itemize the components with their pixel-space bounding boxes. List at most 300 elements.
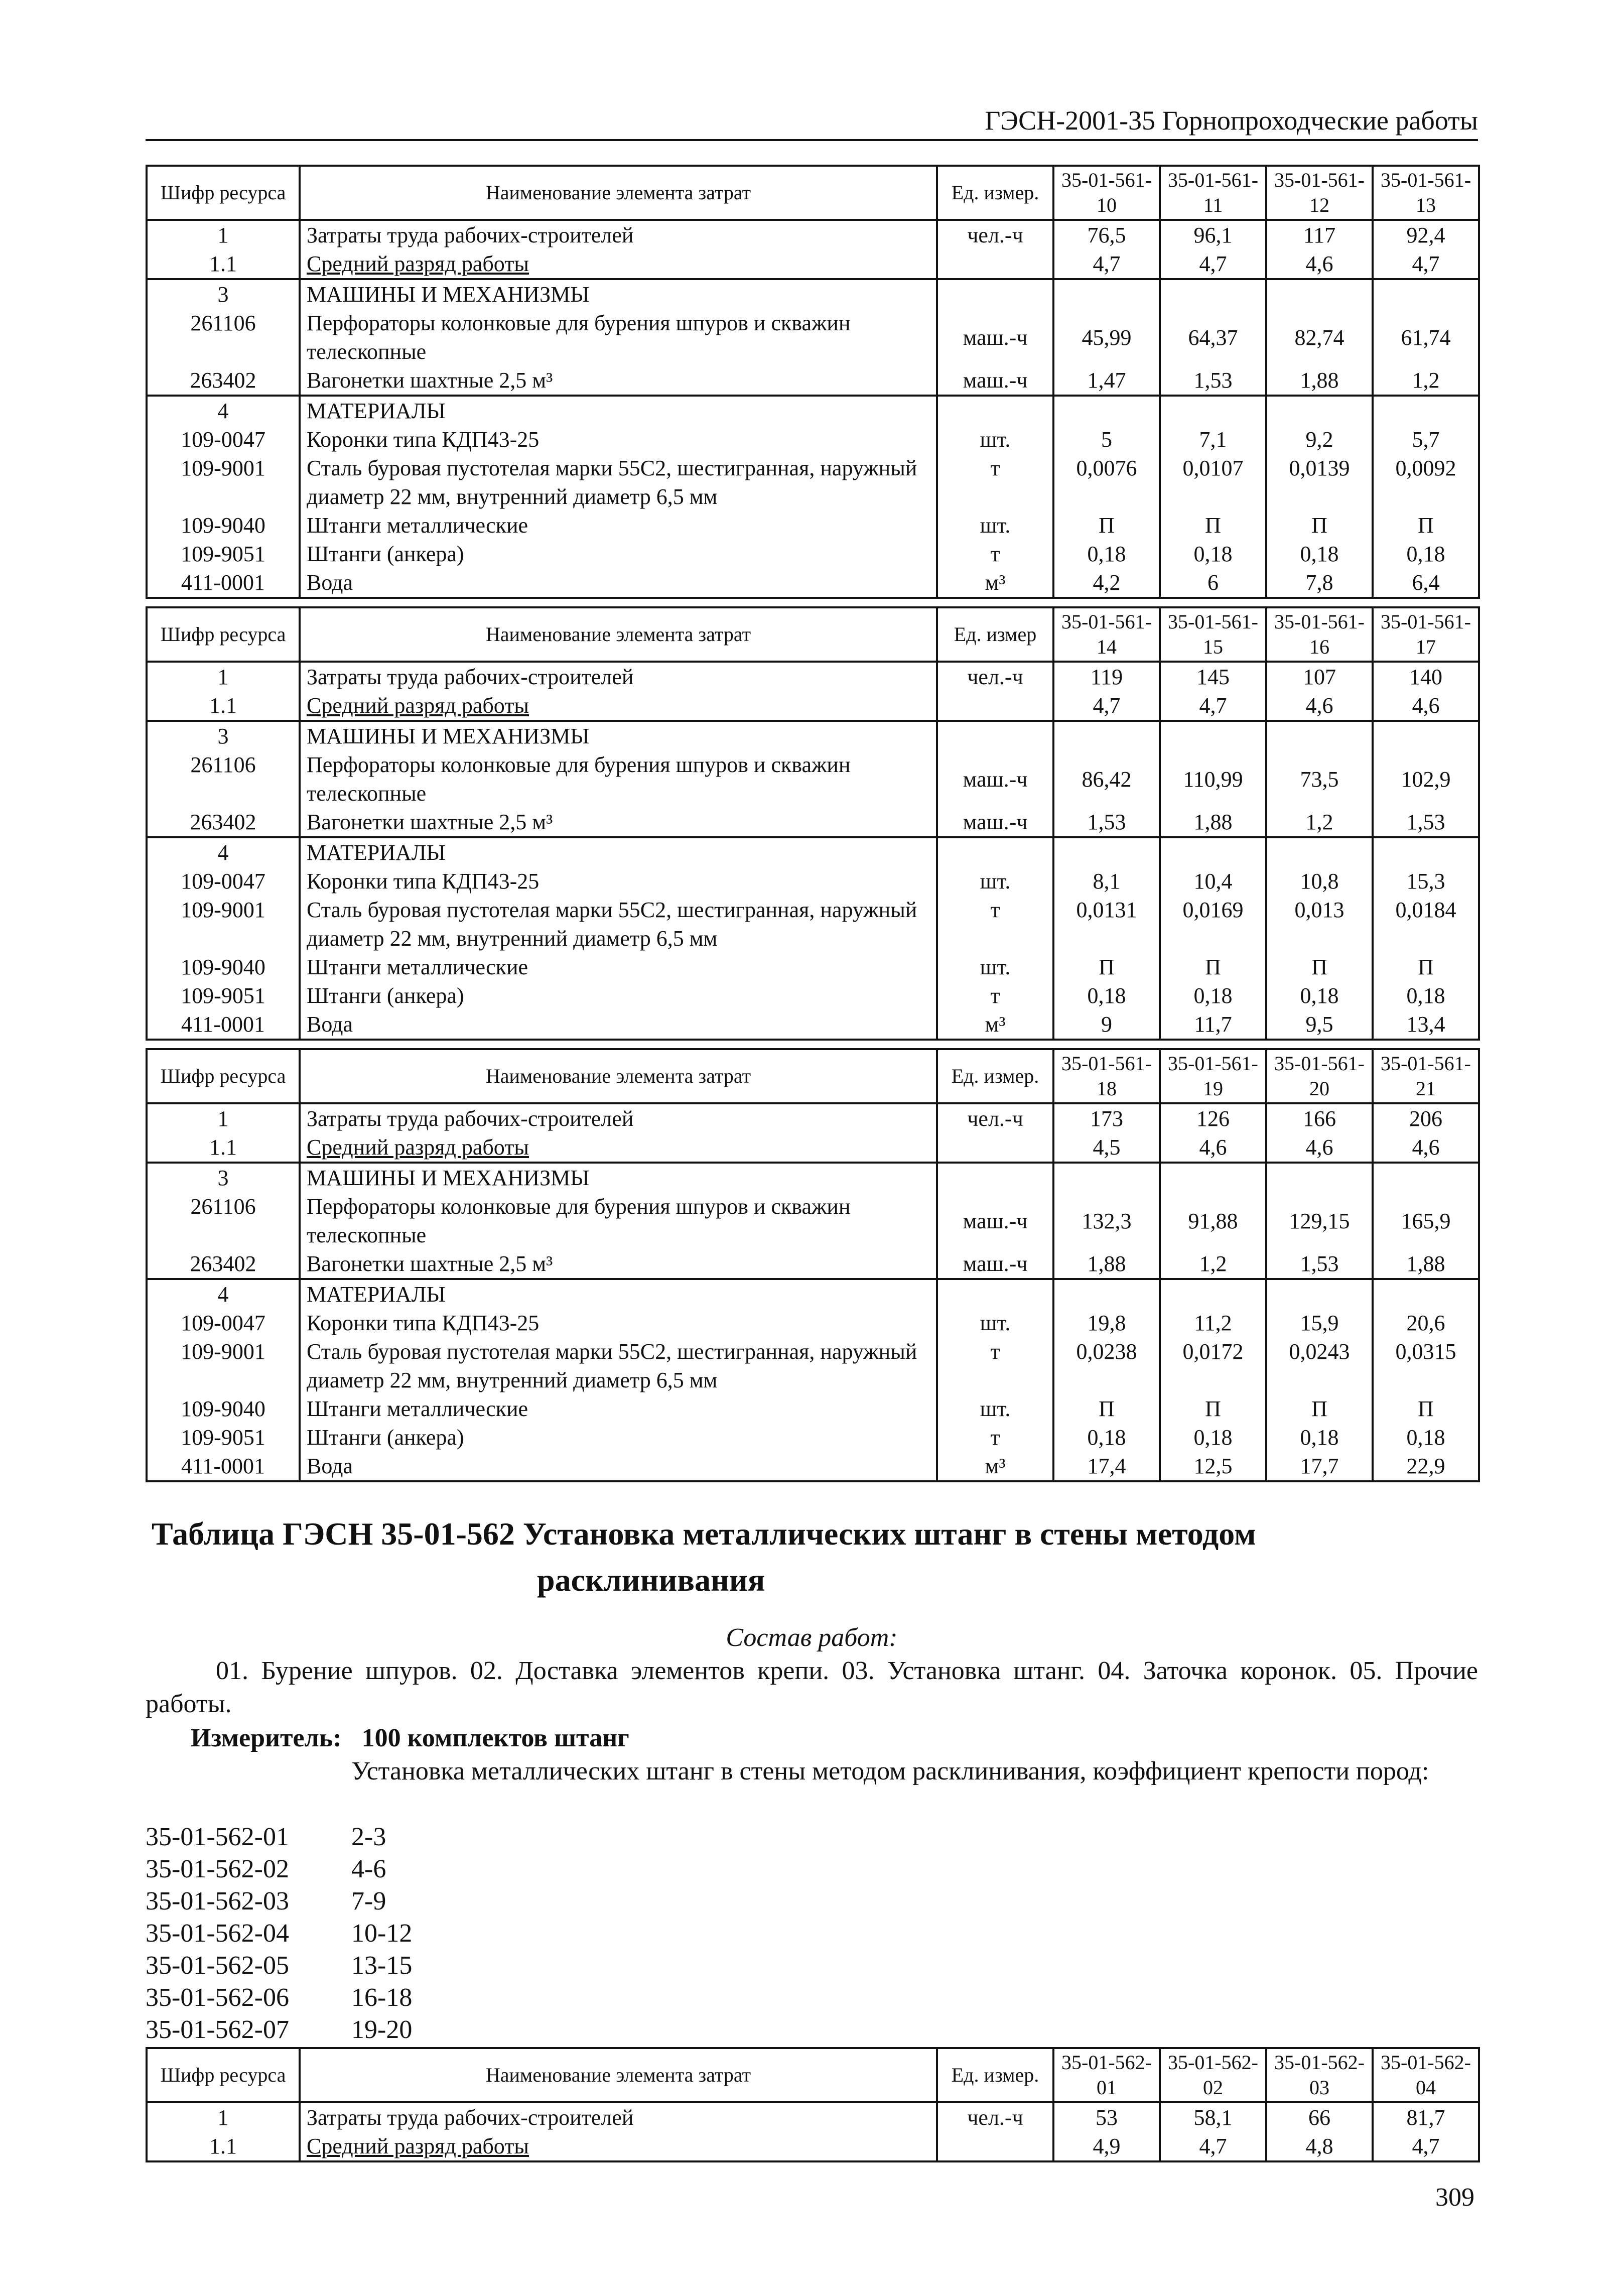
row-value: 0,0172 bbox=[1160, 1337, 1266, 1394]
row-name: Вагонетки шахтные 2,5 м³ bbox=[300, 808, 937, 837]
row-value: 17,4 bbox=[1053, 1452, 1160, 1481]
row-value: 126 bbox=[1160, 1103, 1266, 1133]
row-value: 66 bbox=[1266, 2102, 1373, 2132]
work-composition-label: Состав работ: bbox=[726, 1623, 898, 1652]
row-value: 0,18 bbox=[1373, 981, 1479, 1010]
row-name: Перфораторы колонковые для бурения шпуров и скважин телескопные bbox=[300, 309, 937, 366]
row-name: Штанги (анкера) bbox=[300, 1423, 937, 1452]
row-name: Затраты труда рабочих-строителей bbox=[300, 220, 937, 249]
row-unit bbox=[937, 721, 1053, 750]
row-value: 0,18 bbox=[1266, 1423, 1373, 1452]
row-name: Сталь буровая пустотелая марки 55С2, шестигранная, наружный диаметр 22 мм, внутренний диаметр 6,5 мм bbox=[300, 896, 937, 953]
row-unit: шт. bbox=[937, 867, 1053, 896]
row-value: 9,2 bbox=[1266, 425, 1373, 454]
row-value: 13,4 bbox=[1373, 1010, 1479, 1040]
row-value bbox=[1160, 1163, 1266, 1192]
table-row bbox=[147, 511, 1479, 540]
row-name: МАШИНЫ И МЕХАНИЗМЫ bbox=[300, 721, 937, 750]
row-value: 61,74 bbox=[1373, 309, 1479, 366]
row-unit: маш.-ч bbox=[937, 309, 1053, 366]
row-value bbox=[1373, 837, 1479, 867]
row-unit: чел.-ч bbox=[937, 1103, 1053, 1133]
table-row bbox=[147, 1279, 1479, 1309]
row-code: 1 bbox=[147, 220, 300, 249]
row-value: 12,5 bbox=[1160, 1452, 1266, 1481]
row-value: 0,0169 bbox=[1160, 896, 1266, 953]
norm-code-row bbox=[146, 1885, 412, 1918]
row-value bbox=[1053, 396, 1160, 425]
row-value: 102,9 bbox=[1373, 750, 1479, 808]
row-value: 140 bbox=[1373, 662, 1479, 691]
row-value: 107 bbox=[1266, 662, 1373, 691]
row-value: 4,6 bbox=[1373, 691, 1479, 721]
row-unit: т bbox=[937, 1423, 1053, 1452]
row-value: 0,0092 bbox=[1373, 454, 1479, 511]
header-code: Шифр ресурса bbox=[147, 607, 300, 662]
row-code: 109-9051 bbox=[147, 1423, 300, 1452]
row-value: 0,0243 bbox=[1266, 1337, 1373, 1394]
row-unit: т bbox=[937, 540, 1053, 568]
row-value: 73,5 bbox=[1266, 750, 1373, 808]
header-code: Шифр ресурса bbox=[147, 2048, 300, 2102]
row-value: 132,3 bbox=[1053, 1192, 1160, 1249]
row-name: Вода bbox=[300, 1452, 937, 1481]
norm-range: 16-18 bbox=[351, 1983, 413, 2012]
row-code: 109-9001 bbox=[147, 454, 300, 511]
table-row bbox=[147, 1103, 1479, 1133]
row-value: 81,7 bbox=[1373, 2102, 1479, 2132]
header-unit: Ед. измер bbox=[937, 607, 1053, 662]
row-value: 20,6 bbox=[1373, 1309, 1479, 1337]
norm-range: 2-3 bbox=[351, 1823, 386, 1851]
header-norm-code: 35-01-562-04 bbox=[1373, 2048, 1479, 2102]
running-header: ГЭСН-2001-35 Горнопроходческие работы bbox=[146, 102, 1478, 141]
row-unit: маш.-ч bbox=[937, 1192, 1053, 1249]
row-value: 17,7 bbox=[1266, 1452, 1373, 1481]
row-code: 3 bbox=[147, 721, 300, 750]
row-code: 109-0047 bbox=[147, 1309, 300, 1337]
row-value bbox=[1266, 1279, 1373, 1309]
row-value: 0,18 bbox=[1053, 540, 1160, 568]
row-value: 58,1 bbox=[1160, 2102, 1266, 2132]
header-unit: Ед. измер. bbox=[937, 2048, 1053, 2102]
row-name: Средний разряд работы bbox=[300, 2132, 937, 2161]
row-unit: т bbox=[937, 1337, 1053, 1394]
header-unit: Ед. измер. bbox=[937, 166, 1053, 220]
row-value: П bbox=[1160, 953, 1266, 981]
row-value: 11,7 bbox=[1160, 1010, 1266, 1040]
table-row bbox=[147, 953, 1479, 981]
norm-code-list bbox=[146, 1821, 412, 2046]
row-value: 166 bbox=[1266, 1103, 1373, 1133]
row-value: П bbox=[1373, 511, 1479, 540]
row-value: 1,88 bbox=[1053, 1249, 1160, 1279]
table-row bbox=[147, 1452, 1479, 1481]
norm-code: 35-01-562-07 bbox=[146, 2015, 289, 2044]
row-value: 0,18 bbox=[1160, 1423, 1266, 1452]
row-name: Средний разряд работы bbox=[300, 249, 937, 279]
row-unit bbox=[937, 396, 1053, 425]
row-value bbox=[1160, 721, 1266, 750]
row-name: МАТЕРИАЛЫ bbox=[300, 396, 937, 425]
table-row bbox=[147, 249, 1479, 279]
row-name: Коронки типа КДП43-25 bbox=[300, 1309, 937, 1337]
row-value: 8,1 bbox=[1053, 867, 1160, 896]
row-name: Коронки типа КДП43-25 bbox=[300, 425, 937, 454]
header-norm-code: 35-01-562-02 bbox=[1160, 2048, 1266, 2102]
table-row bbox=[147, 2132, 1479, 2161]
row-value: 53 bbox=[1053, 2102, 1160, 2132]
row-value: 1,53 bbox=[1053, 808, 1160, 837]
table-header-row bbox=[147, 2048, 1479, 2102]
row-code: 109-9051 bbox=[147, 981, 300, 1010]
norm-code-row bbox=[146, 1950, 412, 1982]
row-name: Затраты труда рабочих-строителей bbox=[300, 2102, 937, 2132]
row-value: П bbox=[1053, 953, 1160, 981]
row-code: 263402 bbox=[147, 1249, 300, 1279]
row-unit: маш.-ч bbox=[937, 750, 1053, 808]
row-value: 1,2 bbox=[1266, 808, 1373, 837]
row-code: 261106 bbox=[147, 1192, 300, 1249]
row-value: 1,53 bbox=[1266, 1249, 1373, 1279]
row-value: 1,88 bbox=[1266, 366, 1373, 396]
row-code: 1.1 bbox=[147, 691, 300, 721]
row-value: 64,37 bbox=[1160, 309, 1266, 366]
row-code: 109-9040 bbox=[147, 1394, 300, 1423]
row-unit: шт. bbox=[937, 425, 1053, 454]
header-name: Наименование элемента затрат bbox=[300, 166, 937, 220]
header-code: Шифр ресурса bbox=[147, 166, 300, 220]
row-value: 0,18 bbox=[1160, 981, 1266, 1010]
row-value: 4,7 bbox=[1373, 249, 1479, 279]
row-value: 1,2 bbox=[1373, 366, 1479, 396]
row-unit: чел.-ч bbox=[937, 2102, 1053, 2132]
row-value: 4,7 bbox=[1160, 249, 1266, 279]
row-code: 109-9001 bbox=[147, 1337, 300, 1394]
row-value: 0,0107 bbox=[1160, 454, 1266, 511]
row-value: 9 bbox=[1053, 1010, 1160, 1040]
row-value: 86,42 bbox=[1053, 750, 1160, 808]
row-name: Перфораторы колонковые для бурения шпуров и скважин телескопные bbox=[300, 750, 937, 808]
header-name: Наименование элемента затрат bbox=[300, 2048, 937, 2102]
row-value: 0,18 bbox=[1266, 981, 1373, 1010]
norm-range: 19-20 bbox=[351, 2015, 413, 2044]
row-value: 96,1 bbox=[1160, 220, 1266, 249]
row-value: 76,5 bbox=[1053, 220, 1160, 249]
row-code: 263402 bbox=[147, 366, 300, 396]
norm-range: 4-6 bbox=[351, 1855, 386, 1883]
row-value: 0,0238 bbox=[1053, 1337, 1160, 1394]
row-unit bbox=[937, 2132, 1053, 2161]
row-value bbox=[1266, 279, 1373, 309]
row-code: 1 bbox=[147, 2102, 300, 2132]
row-value: 1,47 bbox=[1053, 366, 1160, 396]
row-code: 109-9051 bbox=[147, 540, 300, 568]
row-value: 82,74 bbox=[1266, 309, 1373, 366]
row-name: Сталь буровая пустотелая марки 55С2, шестигранная, наружный диаметр 22 мм, внутренний диаметр 6,5 мм bbox=[300, 454, 937, 511]
meter-label: Измеритель: bbox=[191, 1724, 342, 1752]
row-unit bbox=[937, 279, 1053, 309]
table-row bbox=[147, 425, 1479, 454]
row-value: 0,18 bbox=[1373, 1423, 1479, 1452]
row-value bbox=[1373, 279, 1479, 309]
table-row bbox=[147, 1309, 1479, 1337]
row-value: 4,9 bbox=[1053, 2132, 1160, 2161]
row-name: Вода bbox=[300, 568, 937, 598]
row-value: 0,0315 bbox=[1373, 1337, 1479, 1394]
row-value: 4,6 bbox=[1266, 1133, 1373, 1163]
row-name: Сталь буровая пустотелая марки 55С2, шестигранная, наружный диаметр 22 мм, внутренний диаметр 6,5 мм bbox=[300, 1337, 937, 1394]
row-code: 1 bbox=[147, 662, 300, 691]
row-name: Штанги металлические bbox=[300, 1394, 937, 1423]
table-row bbox=[147, 1423, 1479, 1452]
row-value bbox=[1266, 396, 1373, 425]
table-row bbox=[147, 721, 1479, 750]
table-row bbox=[147, 309, 1479, 366]
row-value bbox=[1266, 837, 1373, 867]
row-unit bbox=[937, 249, 1053, 279]
row-name: МАШИНЫ И МЕХАНИЗМЫ bbox=[300, 279, 937, 309]
table-row bbox=[147, 1192, 1479, 1249]
row-unit: шт. bbox=[937, 1309, 1053, 1337]
table-row bbox=[147, 896, 1479, 953]
norm-range: 10-12 bbox=[351, 1919, 413, 1948]
norm-code-row bbox=[146, 1821, 412, 1853]
row-value: 4,8 bbox=[1266, 2132, 1373, 2161]
table-row bbox=[147, 808, 1479, 837]
row-value: П bbox=[1053, 1394, 1160, 1423]
table-row bbox=[147, 220, 1479, 249]
row-value: 4,7 bbox=[1053, 691, 1160, 721]
row-value: 0,18 bbox=[1160, 540, 1266, 568]
row-code: 261106 bbox=[147, 309, 300, 366]
row-value: 0,0131 bbox=[1053, 896, 1160, 953]
row-value: 4,7 bbox=[1053, 249, 1160, 279]
meter-value: 100 комплектов штанг bbox=[361, 1724, 629, 1752]
table-row bbox=[147, 750, 1479, 808]
norm-code: 35-01-562-03 bbox=[146, 1887, 289, 1916]
row-value: 1,2 bbox=[1160, 1249, 1266, 1279]
row-unit: шт. bbox=[937, 511, 1053, 540]
row-name: Штанги (анкера) bbox=[300, 540, 937, 568]
row-code: 411-0001 bbox=[147, 1452, 300, 1481]
row-code: 1.1 bbox=[147, 249, 300, 279]
norm-code: 35-01-562-04 bbox=[146, 1919, 289, 1948]
row-name: МАТЕРИАЛЫ bbox=[300, 1279, 937, 1309]
header-norm-code: 35-01-562-01 bbox=[1053, 2048, 1160, 2102]
table-row bbox=[147, 981, 1479, 1010]
row-value: 0,0076 bbox=[1053, 454, 1160, 511]
row-unit: шт. bbox=[937, 953, 1053, 981]
row-unit: маш.-ч bbox=[937, 366, 1053, 396]
row-code: 4 bbox=[147, 837, 300, 867]
table-header-row bbox=[147, 166, 1479, 220]
row-unit: шт. bbox=[937, 1394, 1053, 1423]
row-name: Вагонетки шахтные 2,5 м³ bbox=[300, 366, 937, 396]
header-norm-code: 35-01-561-18 bbox=[1053, 1049, 1160, 1103]
row-code: 411-0001 bbox=[147, 568, 300, 598]
header-unit: Ед. измер. bbox=[937, 1049, 1053, 1103]
row-value: 173 bbox=[1053, 1103, 1160, 1133]
header-norm-code: 35-01-562-03 bbox=[1266, 2048, 1373, 2102]
row-code: 3 bbox=[147, 279, 300, 309]
row-name: Перфораторы колонковые для бурения шпуров и скважин телескопные bbox=[300, 1192, 937, 1249]
row-value: 165,9 bbox=[1373, 1192, 1479, 1249]
row-name: МАТЕРИАЛЫ bbox=[300, 837, 937, 867]
row-value: П bbox=[1373, 1394, 1479, 1423]
row-value bbox=[1160, 396, 1266, 425]
row-code: 411-0001 bbox=[147, 1010, 300, 1040]
table-header-row bbox=[147, 607, 1479, 662]
work-composition-text: 01. Бурение шпуров. 02. Доставка элементов крепи. 03. Установка штанг. 04. Заточка коронок. 05. Прочие работы. bbox=[146, 1656, 1478, 1718]
row-value: 15,3 bbox=[1373, 867, 1479, 896]
row-code: 1.1 bbox=[147, 2132, 300, 2161]
row-code: 3 bbox=[147, 1163, 300, 1192]
row-code: 4 bbox=[147, 1279, 300, 1309]
row-value: 0,0184 bbox=[1373, 896, 1479, 953]
row-unit bbox=[937, 691, 1053, 721]
row-unit bbox=[937, 1279, 1053, 1309]
row-value: 6,4 bbox=[1373, 568, 1479, 598]
row-value: 4,7 bbox=[1160, 691, 1266, 721]
table-row bbox=[147, 1337, 1479, 1394]
row-value: 145 bbox=[1160, 662, 1266, 691]
row-value: 22,9 bbox=[1373, 1452, 1479, 1481]
row-name: Средний разряд работы bbox=[300, 1133, 937, 1163]
table-row bbox=[147, 691, 1479, 721]
row-value: 6 bbox=[1160, 568, 1266, 598]
row-value bbox=[1053, 1279, 1160, 1309]
row-value: 129,15 bbox=[1266, 1192, 1373, 1249]
row-value bbox=[1373, 721, 1479, 750]
row-name: Вода bbox=[300, 1010, 937, 1040]
page-number: 309 bbox=[1435, 2183, 1474, 2212]
row-value: 0,18 bbox=[1053, 1423, 1160, 1452]
row-unit: маш.-ч bbox=[937, 1249, 1053, 1279]
row-code: 109-0047 bbox=[147, 425, 300, 454]
norm-code: 35-01-562-01 bbox=[146, 1823, 289, 1851]
table-row bbox=[147, 279, 1479, 309]
table-row bbox=[147, 867, 1479, 896]
row-value: 19,8 bbox=[1053, 1309, 1160, 1337]
row-value: 0,0139 bbox=[1266, 454, 1373, 511]
row-value bbox=[1373, 1279, 1479, 1309]
row-value: 4,7 bbox=[1160, 2132, 1266, 2161]
row-value: 0,18 bbox=[1053, 981, 1160, 1010]
header-norm-code: 35-01-561-14 bbox=[1053, 607, 1160, 662]
row-value bbox=[1053, 279, 1160, 309]
row-value: 4,2 bbox=[1053, 568, 1160, 598]
row-unit: чел.-ч bbox=[937, 662, 1053, 691]
table-row bbox=[147, 1394, 1479, 1423]
row-value bbox=[1053, 721, 1160, 750]
row-value: П bbox=[1160, 511, 1266, 540]
row-value: 119 bbox=[1053, 662, 1160, 691]
cost-table-2 bbox=[146, 606, 1480, 1041]
row-unit: т bbox=[937, 454, 1053, 511]
header-norm-code: 35-01-561-19 bbox=[1160, 1049, 1266, 1103]
norm-code: 35-01-562-06 bbox=[146, 1983, 289, 2012]
header-norm-code: 35-01-561-11 bbox=[1160, 166, 1266, 220]
row-value: 110,99 bbox=[1160, 750, 1266, 808]
table-row bbox=[147, 366, 1479, 396]
meter bbox=[191, 1722, 629, 1755]
row-code: 109-0047 bbox=[147, 867, 300, 896]
table-row bbox=[147, 2102, 1479, 2132]
row-value: 1,88 bbox=[1160, 808, 1266, 837]
section-title-line1: Таблица ГЭСН 35-01-562 Установка металлических штанг в стены методом bbox=[152, 1516, 1256, 1552]
row-value: 0,013 bbox=[1266, 896, 1373, 953]
header-name: Наименование элемента затрат bbox=[300, 607, 937, 662]
row-value: 4,6 bbox=[1266, 691, 1373, 721]
row-value bbox=[1373, 1163, 1479, 1192]
row-value: 206 bbox=[1373, 1103, 1479, 1133]
norm-code: 35-01-562-05 bbox=[146, 1951, 289, 1980]
row-value: 5,7 bbox=[1373, 425, 1479, 454]
row-value: П bbox=[1266, 511, 1373, 540]
row-value: 4,6 bbox=[1266, 249, 1373, 279]
row-value bbox=[1053, 1163, 1160, 1192]
cost-table-4 bbox=[146, 2047, 1480, 2162]
norm-code-row bbox=[146, 1982, 412, 2014]
row-value: П bbox=[1373, 953, 1479, 981]
row-code: 4 bbox=[147, 396, 300, 425]
norm-code-row bbox=[146, 1918, 412, 1950]
row-value: 0,18 bbox=[1266, 540, 1373, 568]
row-value: 92,4 bbox=[1373, 220, 1479, 249]
row-unit: м³ bbox=[937, 1452, 1053, 1481]
row-code: 1.1 bbox=[147, 1133, 300, 1163]
row-value bbox=[1053, 837, 1160, 867]
row-value: П bbox=[1266, 953, 1373, 981]
cost-table-1 bbox=[146, 165, 1480, 599]
table-row bbox=[147, 1163, 1479, 1192]
row-value: 91,88 bbox=[1160, 1192, 1266, 1249]
section-title bbox=[146, 1511, 1478, 1603]
row-name: Коронки типа КДП43-25 bbox=[300, 867, 937, 896]
header-norm-code: 35-01-561-12 bbox=[1266, 166, 1373, 220]
table-row bbox=[147, 1010, 1479, 1040]
table-row bbox=[147, 454, 1479, 511]
row-value: 7,1 bbox=[1160, 425, 1266, 454]
row-unit: чел.-ч bbox=[937, 220, 1053, 249]
row-value: П bbox=[1266, 1394, 1373, 1423]
table-row bbox=[147, 837, 1479, 867]
section-title-line2: расклинивания bbox=[537, 1562, 765, 1598]
row-value: 11,2 bbox=[1160, 1309, 1266, 1337]
row-value: 0,18 bbox=[1373, 540, 1479, 568]
cost-table-3 bbox=[146, 1048, 1480, 1482]
table-row bbox=[147, 662, 1479, 691]
row-value: 4,5 bbox=[1053, 1133, 1160, 1163]
row-name: Вагонетки шахтные 2,5 м³ bbox=[300, 1249, 937, 1279]
row-unit: т bbox=[937, 896, 1053, 953]
row-code: 1 bbox=[147, 1103, 300, 1133]
row-name: МАШИНЫ И МЕХАНИЗМЫ bbox=[300, 1163, 937, 1192]
table-row bbox=[147, 1249, 1479, 1279]
row-value: 4,7 bbox=[1373, 2132, 1479, 2161]
norm-code-row bbox=[146, 2014, 412, 2046]
row-value bbox=[1266, 1163, 1373, 1192]
row-name: Штанги металлические bbox=[300, 511, 937, 540]
table-row bbox=[147, 396, 1479, 425]
row-value bbox=[1160, 1279, 1266, 1309]
row-code: 109-9040 bbox=[147, 953, 300, 981]
header-norm-code: 35-01-561-21 bbox=[1373, 1049, 1479, 1103]
row-value bbox=[1160, 837, 1266, 867]
row-value bbox=[1266, 721, 1373, 750]
row-value: 117 bbox=[1266, 220, 1373, 249]
